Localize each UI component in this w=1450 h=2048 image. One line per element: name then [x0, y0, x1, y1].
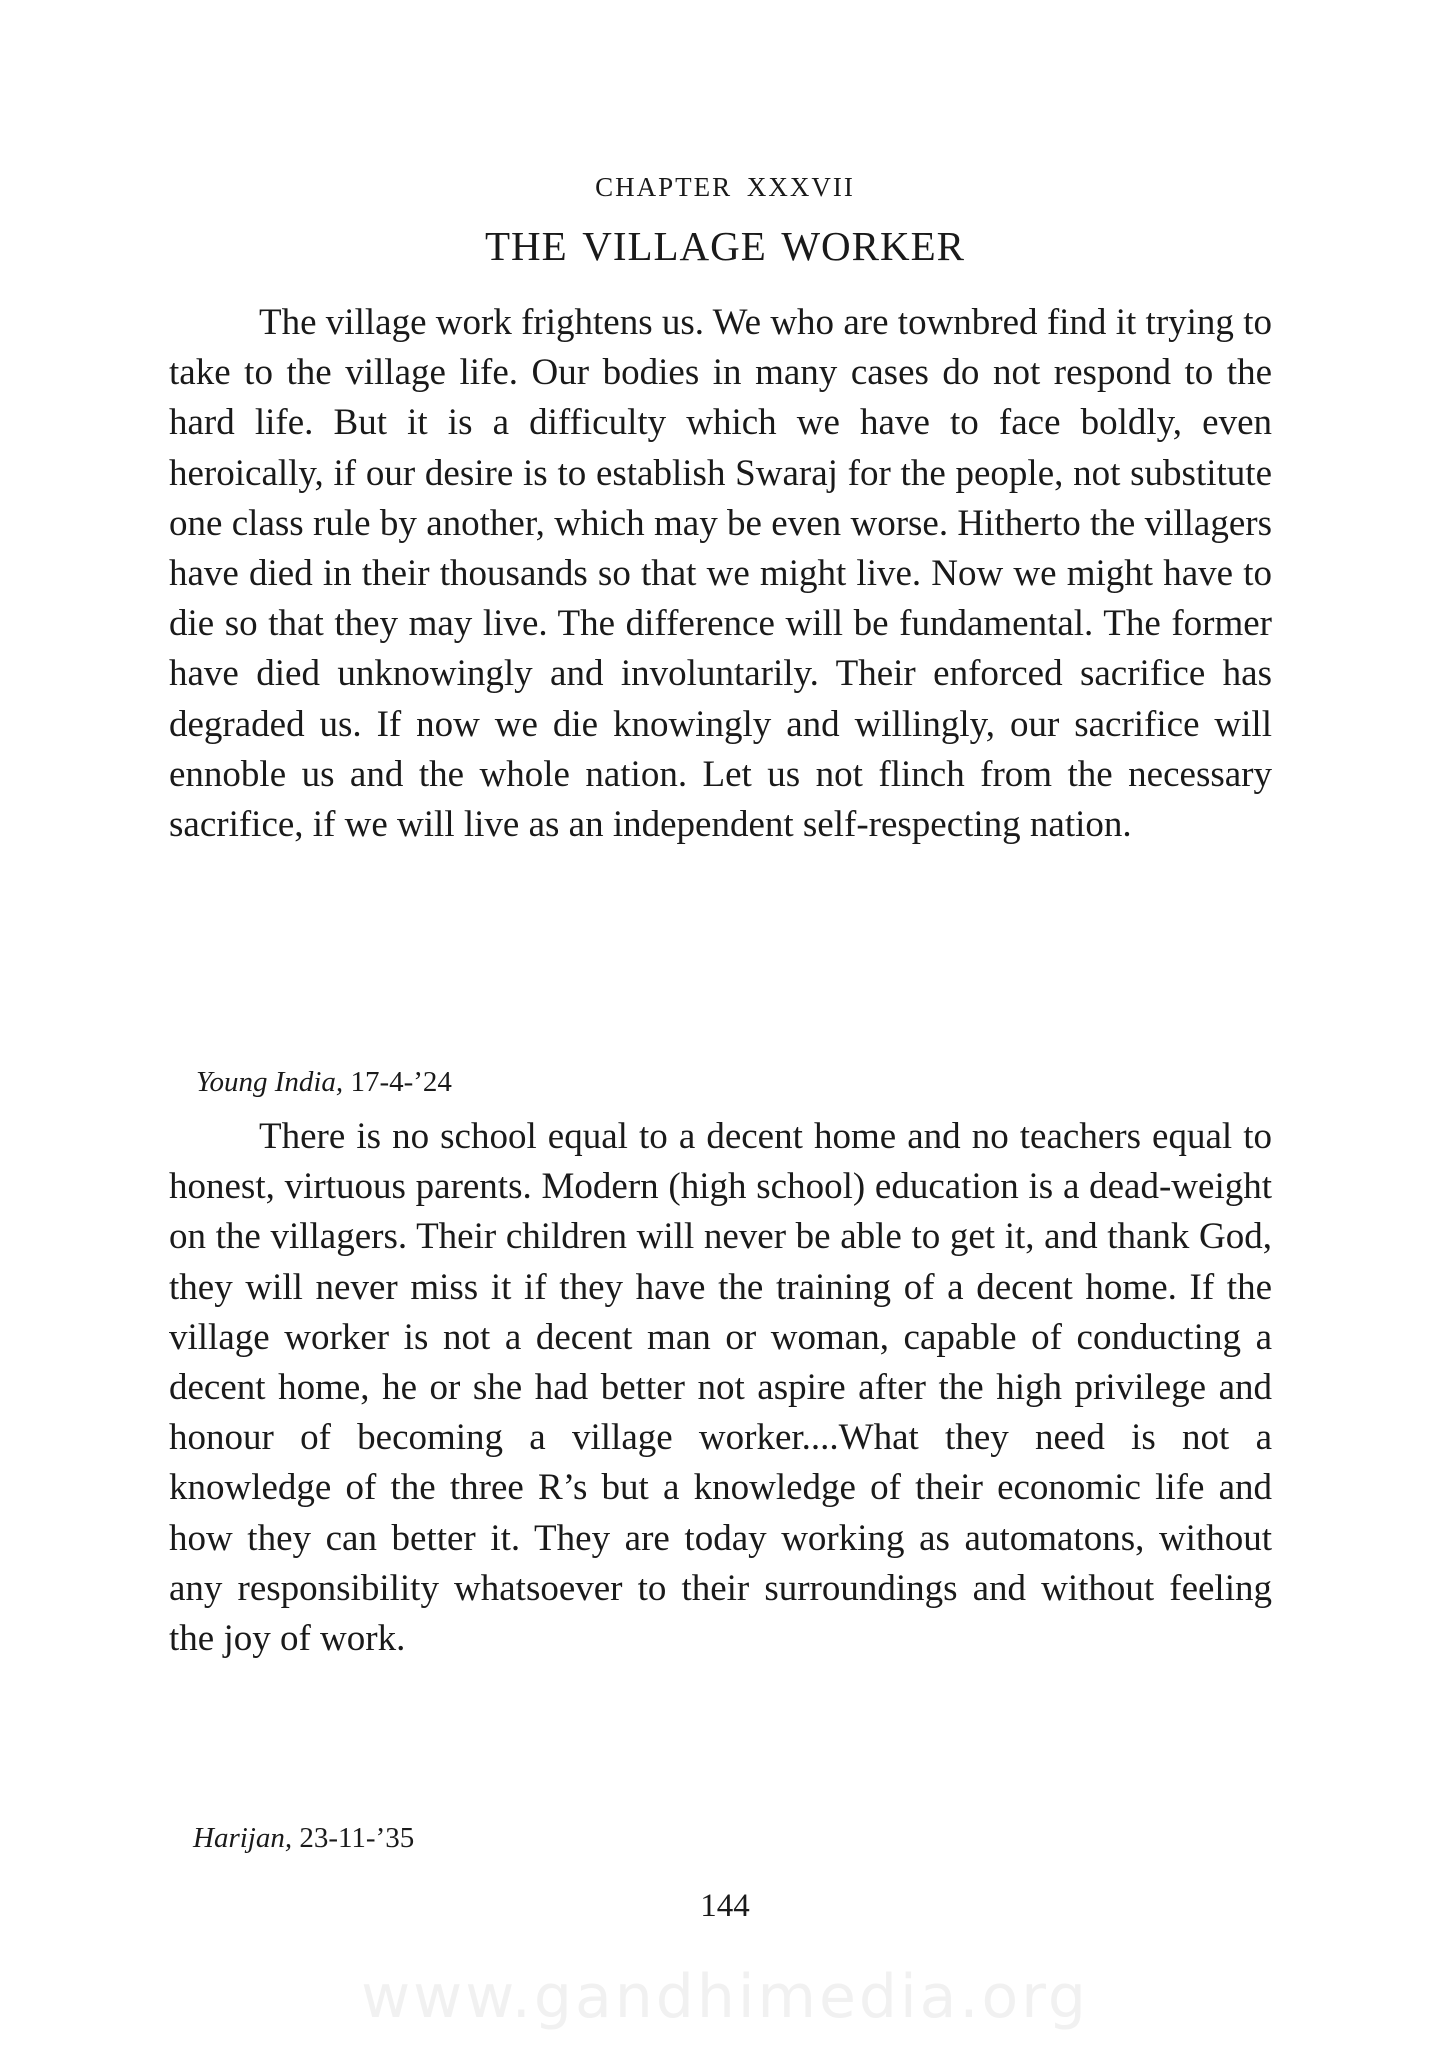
source-citation-1 — [196, 1066, 452, 1099]
source-date: 23-11-’35 — [299, 1822, 415, 1854]
chapter-label: CHAPTER XXXVII — [595, 172, 855, 202]
source-date: 17-4-’24 — [350, 1066, 452, 1098]
watermark: www.gandhimedia.org — [361, 1962, 1089, 2032]
paragraph-1: The village work frightens us. We who are townbred find it trying to take to the village life. Our bodies in many cases do not respond to the hard life. But it is a difficulty which we have to face boldly, even heroically, if our desire is to establish Swaraj for the people, not substitute one class rule by another, which may be even worse. Hitherto the villagers have died in their thousands so that we might live. Now we might have to die so that they may live. The difference will be fundamental. The former have died unknowingly and involuntarily. Their enforced sacrifice has degraded us. If now we die knowingly and willingly, our sacrifice will ennoble us and the whole nation. Let us not flinch from the necessary sacrifice, if we will live as an independent self-respecting nation. — [169, 302, 1272, 846]
source-citation-2 — [193, 1822, 414, 1855]
source-publication: Young India, — [196, 1066, 344, 1098]
page-number: 144 — [700, 1888, 750, 1924]
source-publication: Harijan, — [193, 1822, 293, 1854]
chapter-title: THE VILLAGE WORKER — [485, 223, 965, 269]
paragraph-2: There is no school equal to a decent home and no teachers equal to honest, virtuous parents. Modern (high school) education is a dead-weight on the villagers. Their children will never be able to get it, and thank God, they will never miss it if they have the training of a decent home. If the village worker is not a decent man or woman, capable of conducting a decent home, he or she had better not aspire after the high privilege and honour of becoming a village worker....What they need is not a knowledge of the three R’s but a knowledge of their economic life and how they can better it. They are today working as automatons, without any responsibility whatsoever to their surroundings and without feeling the joy of work. — [169, 1116, 1272, 1660]
